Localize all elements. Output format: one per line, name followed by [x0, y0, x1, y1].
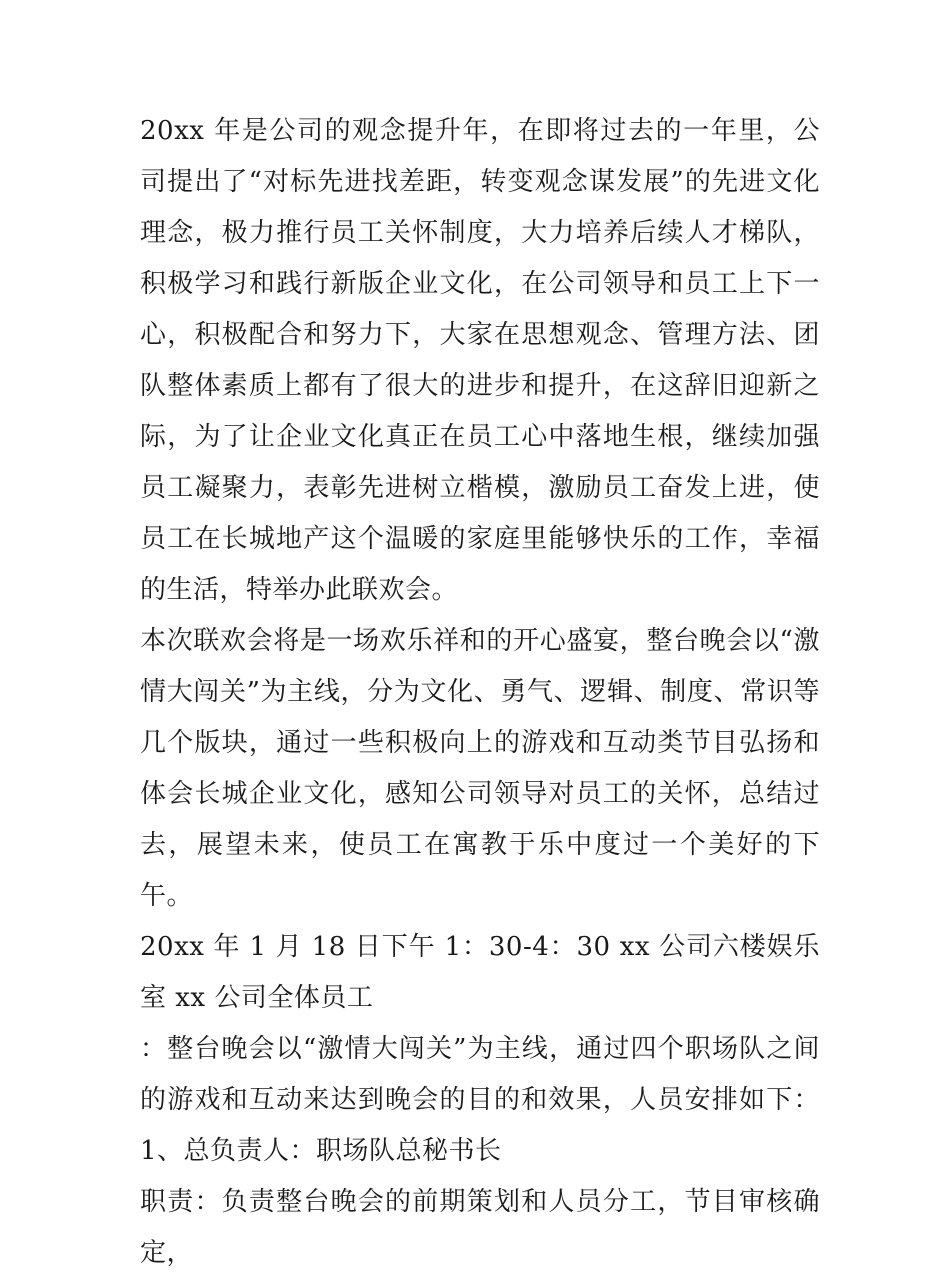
document-body [140, 106, 820, 1279]
paragraph-staffing: ：整台晚会以“激情大闯关”为主线，通过四个职场队之间的游戏和互动来达到晚会的目的和效果，人员安排如下： 1、总负责人：职场队总秘书长 [140, 1034, 820, 1166]
paragraph-time-place-attendees: 20xx 年 1 月 18 日下午 1：30-4：30 xx 公司六楼娱乐室 xx 公司全体员工 [140, 932, 820, 1013]
paragraph-event-description: 本次联欢会将是一场欢乐祥和的开心盛宴，整台晚会以“激情大闯关”为主线，分为文化、勇气、逻辑、制度、常识等几个版块，通过一些积极向上的游戏和互动类节目弘扬和体会长城企业文化，感知公司领导对员工的关怀，总结过去，展望未来，使员工在寓教于乐中度过一个美好的下午。 [140, 626, 820, 911]
paragraph-intro: 20xx 年是公司的观念提升年，在即将过去的一年里，公司提出了“对标先进找差距，转变观念谋发展”的先进文化理念，极力推行员工关怀制度，大力培养后续人才梯队，积极学习和践行新版企业文化，在公司领导和员工上下一心，积极配合和努力下，大家在思想观念、管理方法、团队整体素质上都有了很大的进步和提升，在这辞旧迎新之际，为了让企业文化真正在员工心中落地生根，继续加强员工凝聚力，表彰先进树立楷模，激励员工奋发上进，使员工在长城地产这个温暖的家庭里能够快乐的工作，幸福的生活，特举办此联欢会。 [140, 116, 820, 605]
paragraph-duties: 职责：负责整台晚会的前期策划和人员分工，节目审核确定， [140, 1187, 820, 1268]
